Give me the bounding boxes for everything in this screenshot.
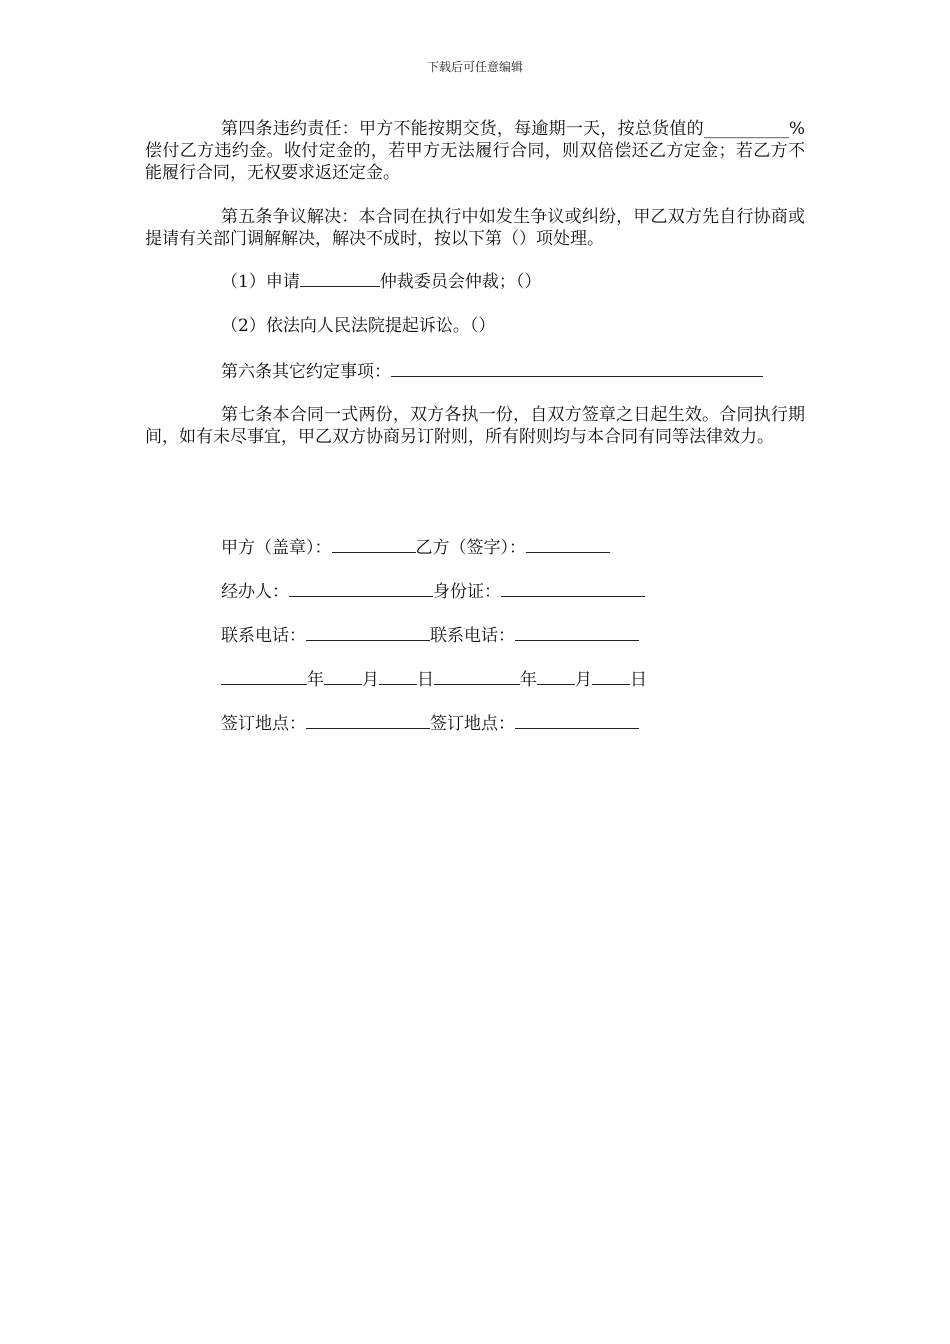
party-b-blank[interactable] xyxy=(526,536,610,553)
day-a-label: 日 xyxy=(417,670,434,690)
place-a-label: 签订地点： xyxy=(221,714,306,734)
agent-blank[interactable] xyxy=(289,580,433,597)
place-a-blank[interactable] xyxy=(306,712,430,729)
month-a-blank[interactable] xyxy=(324,668,362,685)
month-b-label: 月 xyxy=(575,670,592,690)
phone-a-label: 联系电话： xyxy=(221,626,306,646)
option-1-suffix: 仲裁委员会仲裁；（） xyxy=(379,272,542,292)
year-b-blank[interactable] xyxy=(434,668,520,685)
page-header: 下载后可任意编辑 xyxy=(426,60,523,74)
place-b-blank[interactable] xyxy=(515,712,639,729)
phone-a-blank[interactable] xyxy=(306,624,430,641)
article-6 xyxy=(221,360,763,383)
party-b-label: 乙方（签字）： xyxy=(415,538,526,558)
day-b-blank[interactable] xyxy=(592,668,630,685)
option-1-label: （1）申请 xyxy=(221,272,300,292)
phone-b-blank[interactable] xyxy=(515,624,639,641)
year-b-label: 年 xyxy=(520,670,537,690)
article-5-text: 第五条争议解决：本合同在执行中如发生争议或纠纷，甲乙双方先自行协商或提请有关部门调解解决，解决不成时，按以下第（）项处理。 xyxy=(145,207,805,249)
agent-label: 经办人： xyxy=(221,582,289,602)
date-row xyxy=(221,668,647,691)
agent-row xyxy=(221,580,645,603)
other-matters-blank[interactable] xyxy=(391,360,763,377)
article-4 xyxy=(145,118,805,184)
id-card-blank[interactable] xyxy=(501,580,645,597)
year-a-label: 年 xyxy=(307,670,324,690)
phone-b-label: 联系电话： xyxy=(430,626,515,646)
party-a-label: 甲方（盖章）： xyxy=(221,538,332,558)
party-row xyxy=(221,536,610,559)
arbitration-blank[interactable] xyxy=(300,270,380,287)
month-b-blank[interactable] xyxy=(537,668,575,685)
article-4-text: 第四条违约责任：甲方不能按期交货，每逾期一天，按总货值的__________%偿付乙方违约金。收付定金的，若甲方无法履行合同，则双倍偿还乙方定金；若乙方不能履行合同，无权要求返还定金。 xyxy=(145,119,805,183)
year-a-blank[interactable] xyxy=(221,668,307,685)
place-row xyxy=(221,712,639,735)
option-1 xyxy=(221,270,541,293)
month-a-label: 月 xyxy=(362,670,379,690)
id-card-label: 身份证： xyxy=(433,582,501,602)
article-5 xyxy=(145,206,805,250)
party-a-blank[interactable] xyxy=(332,536,416,553)
place-b-label: 签订地点： xyxy=(430,714,515,734)
article-7-text: 第七条本合同一式两份，双方各执一份，自双方签章之日起生效。合同执行期间，如有未尽事宜，甲乙双方协商另订附则，所有附则均与本合同有同等法律效力。 xyxy=(145,405,805,447)
option-2: （2）依法向人民法院提起诉讼。（） xyxy=(221,316,496,336)
article-6-label: 第六条其它约定事项： xyxy=(221,362,391,382)
phone-row xyxy=(221,624,639,647)
article-7 xyxy=(145,404,805,448)
day-b-label: 日 xyxy=(630,670,647,690)
day-a-blank[interactable] xyxy=(379,668,417,685)
